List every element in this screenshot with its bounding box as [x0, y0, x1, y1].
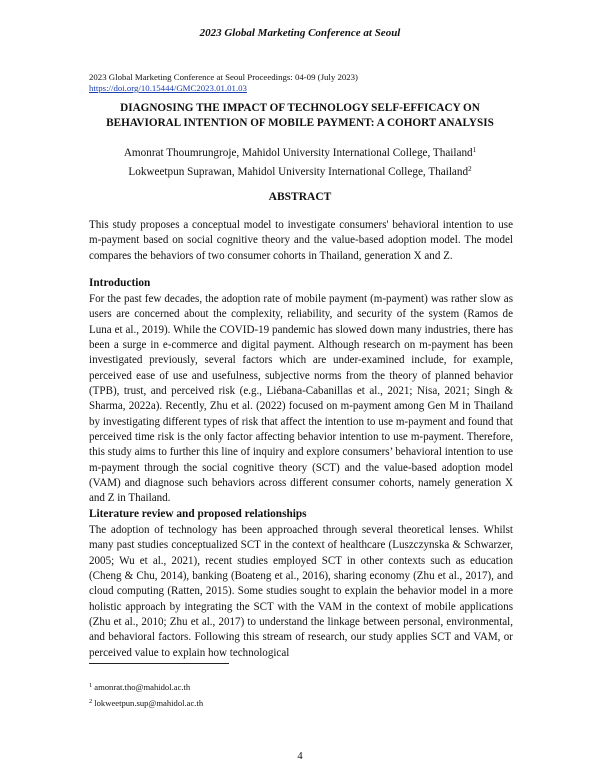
author-2-footnote-mark: 2 — [468, 165, 472, 173]
footnote-2-mark: 2 — [89, 698, 93, 705]
author-1-affiliation: Amonrat Thoumrungroje, Mahidol University International College, Thailand — [123, 147, 473, 159]
author-2 — [40, 161, 560, 180]
footnote-2-email: lokweetpun.sup@mahidol.ac.th — [94, 698, 204, 708]
page-number: 4 — [297, 751, 303, 762]
author-1 — [40, 142, 560, 161]
abstract-text: This study proposes a conceptual model to investigate consumers' behavioral intention to use m-payment based on social cognitive theory and the value-based adoption model. The model compares the behaviors of two consumer cohorts in Thailand, generation X and Z. — [89, 219, 513, 262]
doi-link[interactable]: https://doi.org/10.15444/GMC2023.01.01.03 — [89, 83, 247, 93]
title-line-2: BEHAVIORAL INTENTION OF MOBILE PAYMENT: A COHORT ANALYSIS — [106, 117, 494, 129]
footnote-divider — [89, 663, 229, 664]
author-2-affiliation: Lokweetpun Suprawan, Mahidol University International College, Thailand — [128, 166, 469, 178]
introduction-text: For the past few decades, the adoption rate of mobile payment (m-payment) was rather slow as users are concerned about the complexity, reliability, and security of the system (Ramos de Luna et al., 2019). While the COVID-19 pandemic has slowed down many industries, there has been a surge in e-commerce and digital payment. Although research on m-payment has been investigated previously, several factors which are under-examined include, for example, perceived ease of use and usefulness, subjective norms from the theory of planned behavior (TPB), trust, and perceived risk (e.g., Liébana-Cabanillas et al., 2021; Nisa, 2021; Singh & Sharma, 2022a). Recently, Zhu et al. (2022) focused on m-payment among Gen M in Thailand by investigating different types of risk that affect the intention to use m-payment and found that perceived time risk is the only factor affecting behavior intention to use m-payment. Therefore, this study aims to further this line of inquiry and explore consumers’ behavioral intention to use m-payment through the social cognitive theory (SCT) and the value-based adoption model (VAM) and diagnose such behaviors across different consumer cohorts, namely generation X and Z in Thailand. — [89, 293, 513, 505]
proceedings-info — [89, 72, 358, 94]
running-head: 2023 Global Marketing Conference at Seoul — [199, 27, 401, 39]
footnote-1-email: amonrat.tho@mahidol.ac.th — [94, 682, 191, 692]
footnote-1-mark: 1 — [89, 682, 93, 689]
author-1-footnote-mark: 1 — [472, 146, 477, 154]
introduction-heading: Introduction — [89, 277, 151, 289]
paper-title — [60, 101, 540, 131]
author-list — [40, 142, 560, 180]
footnote-2 — [89, 697, 203, 708]
title-line-1: DIAGNOSING THE IMPACT OF TECHNOLOGY SELF-EFFICACY ON — [120, 102, 480, 114]
abstract-heading: ABSTRACT — [268, 191, 332, 203]
footnote-1 — [89, 681, 190, 692]
literature-heading: Literature review and proposed relationships — [89, 508, 307, 520]
proceedings-citation: 2023 Global Marketing Conference at Seoul Proceedings: 04-09 (July 2023) — [89, 72, 358, 82]
literature-text: The adoption of technology has been approached through several theoretical lenses. Whilst many past studies conceptualized SCT in the context of healthcare (Luszczynska & Schwarzer, 2005; Wu et al., 2021), recent studies employed SCT in other contexts such as education (Cheng & Chu, 2014), banking (Boateng et al., 2016), sharing economy (Zhu et al., 2017), and cloud computing (Ratten, 2015). Some studies sought to explain the behavior model in a more holistic approach by integrating the SCT with the VAM in the context of mobile applications (Zhu et al., 2010; Zhu et al., 2017) to understand the linkage between personal, environmental, and behavioral factors. Following this stream of research, our study applies SCT and VAM, or perceived value to explain how technological — [89, 524, 513, 659]
